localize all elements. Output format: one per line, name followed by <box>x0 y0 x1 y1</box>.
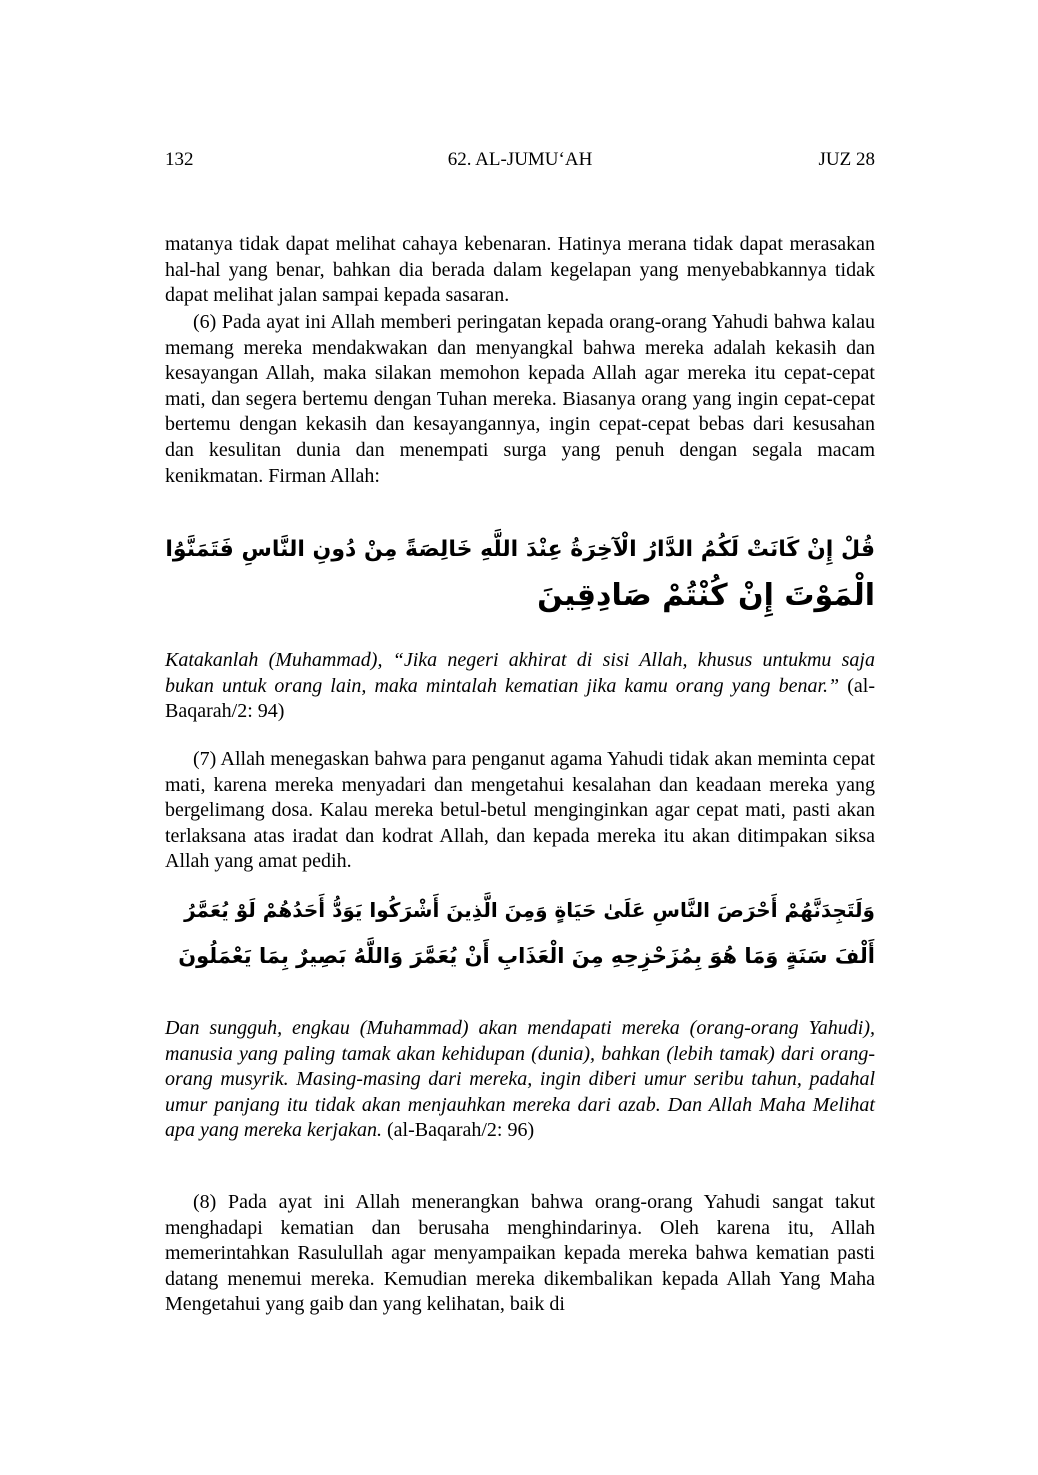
paragraph-6: (6) Pada ayat ini Allah memberi peringatan kepada orang-orang Yahudi bahwa kalau memang mereka mendakwakan dan menyangkal bahwa mereka adalah kekasih dan kesayangan Allah, maka silakan memohon kepada Allah agar mereka itu cepat-cepat mati, dan segera bertemu dengan Tuhan mereka. Biasanya orang yang ingin cepat-cepat bertemu dengan kekasih dan kesayangannya, ingin cepat-cepat bebas dari kesusahan dan kesulitan dunia dan menempati surga yang penuh dengan segala macam kenikmatan. Firman Allah: <box>165 311 875 487</box>
arabic-verse-96 <box>165 887 875 979</box>
verse-96-translation-text: Dan sungguh, engkau (Muhammad) akan mendapati mereka (orang-orang Yahudi), manusia yang paling tamak akan kehidupan (dunia), bahkan (lebih tamak) dari orang-orang musyrik. Masing-masing dari mereka, ingin diberi umur seribu tahun, padahal umur panjang itu tidak akan menjauhkan mereka dari azab. Dan Allah Maha Melihat apa yang mereka kerjakan. <box>165 1017 875 1142</box>
paragraph-continuation: matanya tidak dapat melihat cahaya kebenaran. Hatinya merana tidak dapat merasakan hal-hal yang benar, bahkan dia berada dalam kegelapan yang menyebabkannya tidak dapat melihat jalan sampai kepada sasaran. <box>165 233 875 307</box>
verse-94-translation <box>165 648 875 725</box>
paragraph-8: (8) Pada ayat ini Allah menerangkan bahwa orang-orang Yahudi sangat takut menghadapi kematian dan berusaha menghindarinya. Oleh karena itu, Allah memerintahkan Rasulullah agar menyampaikan kepada mereka bahwa kematian pasti datang menemui mereka. Kemudian mereka dikembalikan kepada Allah Yang Maha Mengetahui yang gaib dan yang kelihatan, baik di <box>165 1191 875 1316</box>
verse-94-reference: (al-Baqarah/2: 94) <box>165 674 875 723</box>
surah-title: 62. AL-JUMU‘AH <box>447 149 593 170</box>
arabic-verse-96-line-2: أَلْفَ سَنَةٍ وَمَا هُوَ بِمُزَحْزِحِهِ مِنَ الْعَذَابِ أَنْ يُعَمَّرَ وَاللَّهُ بَصِيرٌ بِمَا يَعْمَلُونَ <box>178 944 875 968</box>
paragraph-7: (7) Allah menegaskan bahwa para penganut agama Yahudi tidak akan meminta cepat mati, karena mereka menyadari dan mengetahui kesalahan dan keadaan mereka yang bergelimang dosa. Kalau mereka betul-betul menginginkan agar cepat mati, pasti akan terlaksana atas iradat dan kodrat Allah, dan kepada mereka itu akan ditimpakan siksa Allah yang amat pedih. <box>165 748 875 873</box>
arabic-verse-94 <box>165 527 875 619</box>
verse-96-reference: (al-Baqarah/2: 96) <box>386 1119 535 1142</box>
arabic-verse-96-line-1: وَلَتَجِدَنَّهُمْ أَحْرَصَ النَّاسِ عَلَىٰ حَيَاةٍ وَمِنَ الَّذِينَ أَشْرَكُوا يَوَدُّ أَحَدُهُمْ لَوْ يُعَمَّرُ <box>184 898 875 922</box>
verse-94-translation-text: Katakanlah (Muhammad), “Jika negeri akhirat di sisi Allah, khusus untukmu saja bukan untuk orang lain, maka mintalah kematian jika kamu orang yang benar.” <box>165 649 875 697</box>
juz-label: JUZ 28 <box>818 149 875 170</box>
page-header <box>165 145 875 175</box>
arabic-verse-94-line-1: قُلْ إِنْ كَانَتْ لَكُمُ الدَّارُ الْآخِرَةُ عِنْدَ اللَّهِ خَالِصَةً مِنْ دُونِ النَّاسِ فَتَمَنَّوُا <box>165 537 875 562</box>
page-number: 132 <box>165 149 194 170</box>
arabic-verse-94-line-2: الْمَوْتَ إِنْ كُنْتُمْ صَادِقِينَ <box>537 578 875 613</box>
verse-96-translation <box>165 1016 875 1144</box>
